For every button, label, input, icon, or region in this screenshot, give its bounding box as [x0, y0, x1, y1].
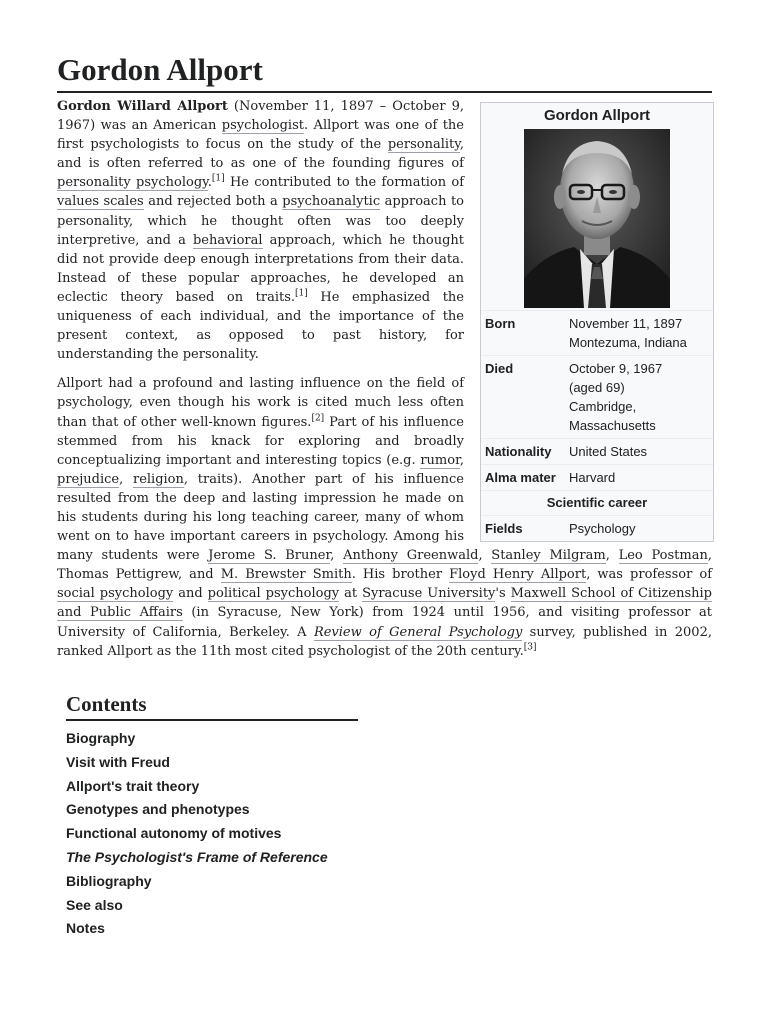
died-place-state: Massachusetts — [569, 418, 656, 433]
infobox-label: Died — [485, 361, 514, 376]
infobox-label: Fields — [485, 521, 523, 536]
toc-item-functional-autonomy[interactable]: Functional autonomy of motives — [66, 825, 282, 842]
died-age: (aged 69) — [569, 380, 625, 395]
text: , — [330, 548, 344, 564]
text: and rejected both a — [143, 194, 283, 210]
link-maxwell-school[interactable]: Maxwell School of Citizenship and Public Affairs — [57, 586, 712, 621]
toc-title: Contents — [66, 690, 358, 721]
text: . His brother — [351, 567, 450, 583]
link-prejudice[interactable]: prejudice — [57, 471, 120, 487]
infobox-value: Harvard — [569, 470, 616, 485]
toc-item-visit-with-freud[interactable]: Visit with Freud — [66, 753, 170, 770]
infobox-spacer — [464, 97, 712, 534]
subject-name: Gordon Willard Allport — [57, 99, 228, 114]
link-political-psychology[interactable]: political psychology — [207, 586, 340, 602]
toc-item-trait-theory[interactable]: Allport's trait theory — [66, 777, 200, 794]
text: , — [478, 548, 492, 564]
link-brewster-smith[interactable]: M. Brewster Smith — [220, 567, 352, 583]
text: , and is often referred to as one of the founding figures of — [57, 137, 464, 172]
link-stanley-milgram[interactable]: Stanley Milgram — [491, 548, 606, 564]
text: , — [119, 471, 133, 487]
link-syracuse-university[interactable]: Syracuse University — [362, 586, 496, 602]
toc-item-see-also[interactable]: See also — [66, 896, 123, 913]
reference-2[interactable]: [2] — [311, 413, 325, 424]
toc-item-frame-of-reference[interactable]: The Psychologist's Frame of Reference — [66, 848, 328, 865]
text: Part of his influence stemmed from his knack for exploring and broadly conceptualizing important and interesting topics (e.g. — [57, 414, 464, 468]
text: survey, published in 2002, ranked Allport as the 11th most cited psychologist of the 20th century. — [57, 624, 712, 659]
text: approach to personality, which he thought often was too deeply interpretive, and a — [57, 194, 464, 248]
text: at — [339, 586, 363, 602]
text: 's — [495, 586, 511, 602]
text: He emphasized the uniqueness of each individual, and the importance of the present context, as opposed to past history, for understanding the personality. — [57, 289, 464, 363]
toc-item-notes[interactable]: Notes — [66, 920, 105, 937]
toc-item-bibliography[interactable]: Bibliography — [66, 872, 152, 889]
link-anthony-greenwald[interactable]: Anthony Greenwald — [343, 548, 479, 564]
text: , — [459, 452, 464, 468]
link-jerome-bruner[interactable]: Jerome S. Bruner — [208, 548, 331, 564]
text: , was professor of — [586, 567, 713, 583]
text: , — [605, 548, 619, 564]
died-place-city: Cambridge, — [569, 399, 637, 414]
text: and — [173, 586, 208, 602]
text: He contributed to the formation of — [224, 175, 465, 191]
infobox-value: Psychology — [569, 521, 636, 536]
link-religion[interactable]: religion — [132, 471, 184, 487]
infobox-section-scientific-career: Scientific career — [481, 490, 713, 515]
died-date: October 9, 1967 — [569, 361, 663, 376]
link-social-psychology[interactable]: social psychology — [57, 586, 174, 602]
reference-3[interactable]: [3] — [523, 642, 537, 653]
toc-item-genotypes-phenotypes[interactable]: Genotypes and phenotypes — [66, 801, 250, 818]
infobox-label: Nationality — [485, 444, 552, 459]
link-floyd-allport[interactable]: Floyd Henry Allport — [449, 567, 587, 583]
text: (in Syracuse, New York) from 1924 until 1956, and visiting professor at University of California, Berkeley. A — [57, 605, 712, 640]
link-rumor[interactable]: rumor — [420, 452, 460, 468]
text: . Allport was one of the first psychologists to focus on the study of the — [57, 118, 464, 153]
infobox-label: Alma mater — [485, 470, 556, 485]
link-leo-postman[interactable]: Leo Postman — [618, 548, 708, 564]
infobox-value: United States — [569, 444, 648, 459]
born-date: November 11, 1897 — [569, 316, 683, 331]
text: . — [207, 175, 212, 191]
text: , Thomas Pettigrew, and — [57, 548, 712, 583]
link-personality-psychology[interactable]: personality psychology — [57, 175, 208, 191]
text: (November 11, 1897 – October 9, 1967) was an American — [57, 99, 464, 134]
born-place: Montezuma, Indiana — [569, 335, 687, 350]
link-behavioral[interactable]: behavioral — [192, 232, 263, 248]
reference-1[interactable]: [1] — [211, 174, 225, 185]
text: , traits). Another part of his influence resulted from the deep and lasting impression he made on his students during his long teaching career, many of whom went on to have important careers in psychology. Among his many students were — [57, 471, 465, 564]
text: Allport had a profound and lasting influence on the field of psychology, even though his work is cited much less often than that of other well-known figures. — [57, 376, 464, 430]
link-review-general-psychology[interactable]: Review of General Psychology — [313, 624, 523, 640]
link-values-scales[interactable]: values scales — [57, 194, 144, 210]
link-psychoanalytic[interactable]: psychoanalytic — [282, 194, 381, 210]
link-psychologist[interactable]: psychologist — [221, 118, 304, 134]
table-of-contents — [66, 690, 358, 941]
article-body — [57, 97, 712, 671]
link-personality[interactable]: personality — [387, 137, 460, 153]
infobox-title: Gordon Allport — [543, 107, 651, 124]
page-title: Gordon Allport — [57, 52, 712, 93]
reference-1[interactable]: [1] — [295, 288, 308, 299]
text: approach, which he thought did not provide deep enough interpretations from their data. Instead of these popular approaches, he developed an eclectic theory based on traits. — [57, 232, 464, 305]
infobox-label: Born — [485, 316, 516, 331]
toc-item-biography[interactable]: Biography — [66, 730, 136, 746]
